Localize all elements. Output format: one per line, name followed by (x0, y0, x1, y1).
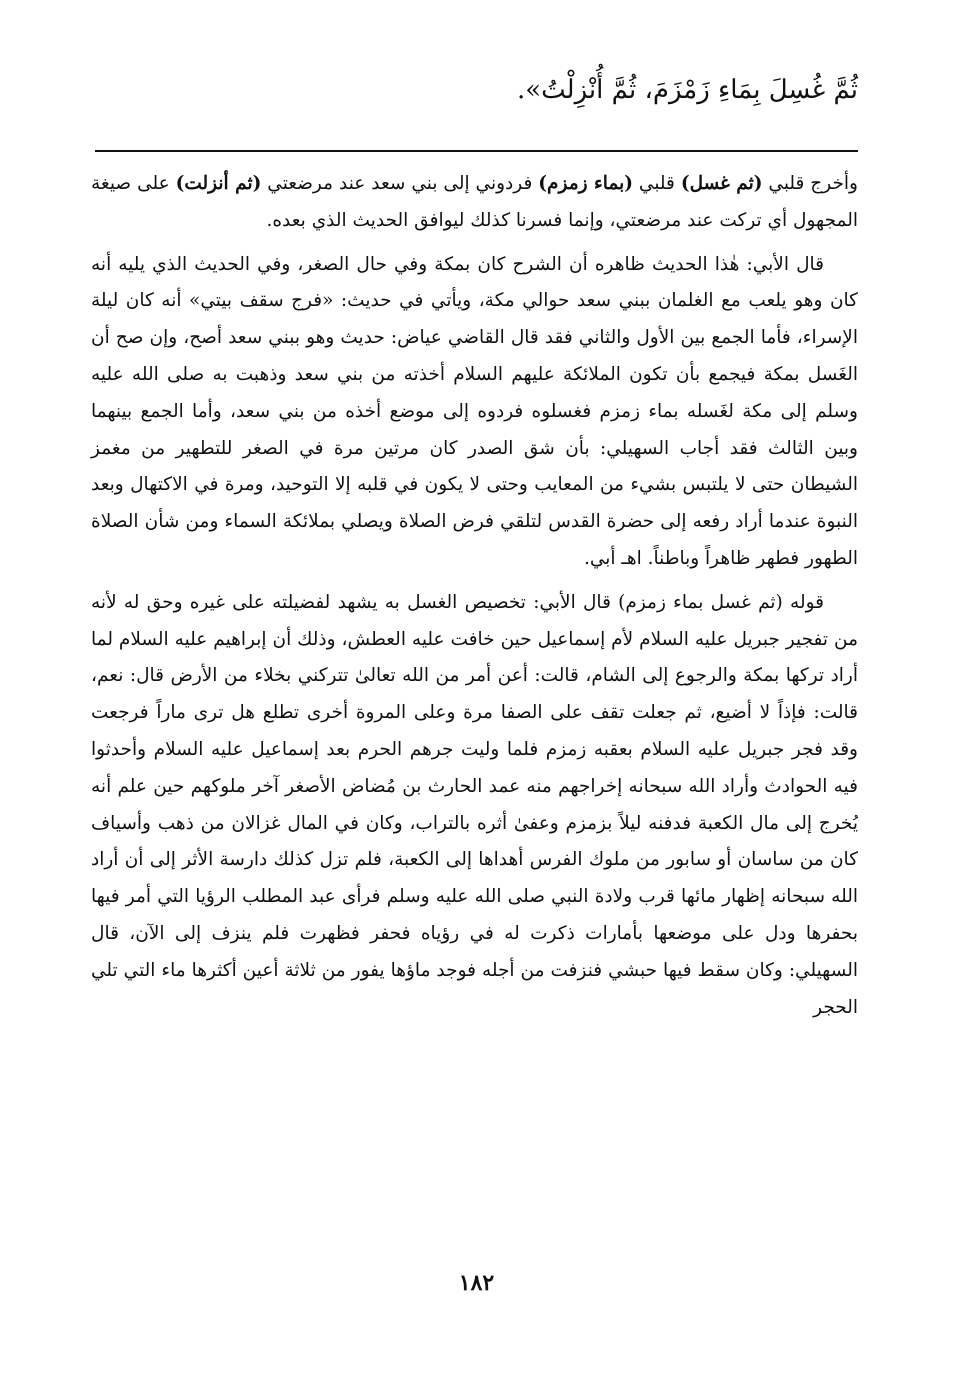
separator-line (95, 150, 858, 152)
page-number: ١٨٢ (458, 1270, 495, 1296)
bold-quote: (ثم أنزلت) (175, 173, 262, 194)
text-run: فردوني إلى بني سعد عند مرضعتي (261, 173, 539, 194)
text-run: على صيغة المجهول أي تركت عند مرضعتي، وإنما فسرنا كذلك ليوافق الحديث الذي بعده. (91, 173, 858, 231)
commentary-paragraph (91, 585, 858, 1027)
bold-quote: (بماء زمزم) (538, 173, 633, 194)
commentary-paragraph (91, 247, 858, 578)
hadith-text: ثُمَّ غُسِلَ بِمَاءِ زَمْزَمَ، ثُمَّ أُنْزِلْتُ». (516, 75, 858, 105)
bold-quote: (ثم غسل) (680, 173, 763, 194)
text-run: قال الأبي: هٰذا الحديث ظاهره أن الشرح كان بمكة وفي حال الصغر، وفي الحديث الذي يليه أنه كان وهو يلعب مع الغلمان ببني سعد حوالي مكة، ويأتي في حديث: «فرج سقف بيتي» أنه كان ليلة الإسراء، فأما الجمع بين الأول والثاني فقد قال القاضي عياض: حديث وهو ببني سعد أصح، وإن صح أن الغَسل بمكة فيجمع بأن تكون الملائكة عليهم السلام أخذته من بني سعد وذهبت به صلى الله عليه وسلم إلى مكة لغَسله بماء زمزم فغسلوه فردوه إلى موضع أخذه من بني سعد، وأما الجمع بينهما وبين الثالث فقد أجاب السهيلي: بأن شق الصدر كان مرتين مرة في الصغر للتطهير من مغمز الشيطان حتى لا يلتبس بشيء من المعايب وحتى لا يكون في قلبه إلا التوحيد، ومرة في الاكتهال وبعد النبوة عندما أراد رفعه إلى حضرة القدس لتلقي فرض الصلاة ويصلي بملائكة السماء ومن شأن الصلاة الطهور فطهر ظاهراً وباطناً. اهـ أبي. (91, 253, 858, 569)
commentary-body (91, 166, 858, 1033)
text-run: قلبي (632, 173, 681, 194)
text-run: وأخرج قلبي (762, 173, 858, 194)
commentary-paragraph (91, 166, 858, 240)
text-run: قوله (ثم غسل بماء زمزم) قال الأبي: تخصيص الغسل به يشهد لفضيلته على غيره وحق له لأنه من تفجير جبريل عليه السلام لأم إسماعيل حين خافت عليه العطش، وذلك أن إبراهيم عليه السلام لما أراد تركها بمكة والرجوع إلى الشام، قالت: أعن أمر من الله تعالىٰ تتركني بخلاء من الأرض قال: نعم، قالت: فإذاً لا أضيع، ثم جعلت تقف على الصفا مرة وعلى المروة أخرى تطلع هل ترى ماراً فرجعت وقد فجر جبريل عليه السلام بعقبه زمزم فلما وليت جرهم الحرم بعد إسماعيل عليه السلام وأحدثوا فيه الحوادث وأراد الله سبحانه إخراجهم منه عمد الحارث بن مُضاض الأصغر آخر ملوكهم حين علم أنه يُخرج إلى مال الكعبة فدفنه ليلاً بزمزم وعفىٰ أثره بالتراب، وكان في المال غزالان من ذهب وأسياف كان من ساسان أو سابور من ملوك الفرس أهداها إلى الكعبة، فلم تزل كذلك دارسة الأثر إلى أن أراد الله سبحانه إظهار مائها قرب ولادة النبي صلى الله عليه وسلم فرأى عبد المطلب الرؤيا التي أمر فيها بحفرها ودل على موضعها بأمارات ذكرت له في رؤياه فحفر فظهرت فلم ينزف إلى الآن، قال السهيلي: وكان سقط فيها حبشي فنزفت من أجله فوجد ماؤها يفور من ثلاثة أعين أكثرها ماء التي تلي الحجر (91, 591, 858, 1018)
